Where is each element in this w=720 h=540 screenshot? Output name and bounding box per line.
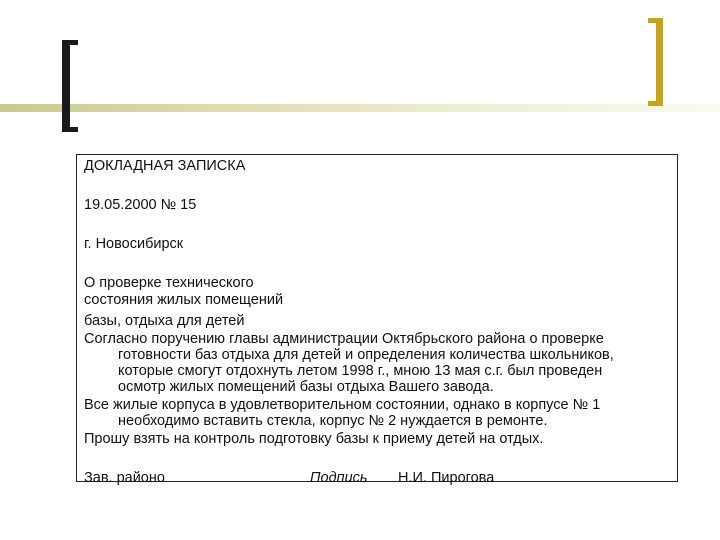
decorative-band [0, 104, 720, 112]
memo-subject-line: базы, отдыха для детей [84, 313, 245, 329]
memo-body-line: которые смогут отдохнуть летом 1998 г., мною 13 мая с.г. был проведен [118, 363, 603, 379]
memo-subject-line: состояния жилых помещений [84, 292, 284, 308]
signature-name: Н.И. Пирогова [398, 470, 495, 486]
memo-title: ДОКЛАДНАЯ ЗАПИСКА [84, 158, 246, 174]
signature-label: Подпись [310, 470, 368, 486]
signature-role: Зав. районо [84, 470, 165, 486]
memo-subject-line: О проверке технического [84, 275, 254, 291]
memo-place: г. Новосибирск [84, 236, 184, 252]
memo-body-line: Прошу взять на контроль подготовку базы к приему детей на отдых. [84, 431, 544, 447]
memo-date-number: 19.05.2000 № 15 [84, 197, 197, 213]
memo-body-line: готовности баз отдыха для детей и определения количества школьников, [118, 347, 614, 363]
memo-body-line: осмотр жилых помещений базы отдыха Вашего завода. [118, 379, 494, 395]
memo-body-line: Все жилые корпуса в удовлетворительном состоянии, однако в корпусе № 1 [84, 397, 601, 413]
memo-body-line: необходимо вставить стекла, корпус № 2 нуждается в ремонте. [118, 413, 548, 429]
memo-body-line: Согласно поручению главы администрации Октябрьского района о проверке [84, 331, 604, 347]
